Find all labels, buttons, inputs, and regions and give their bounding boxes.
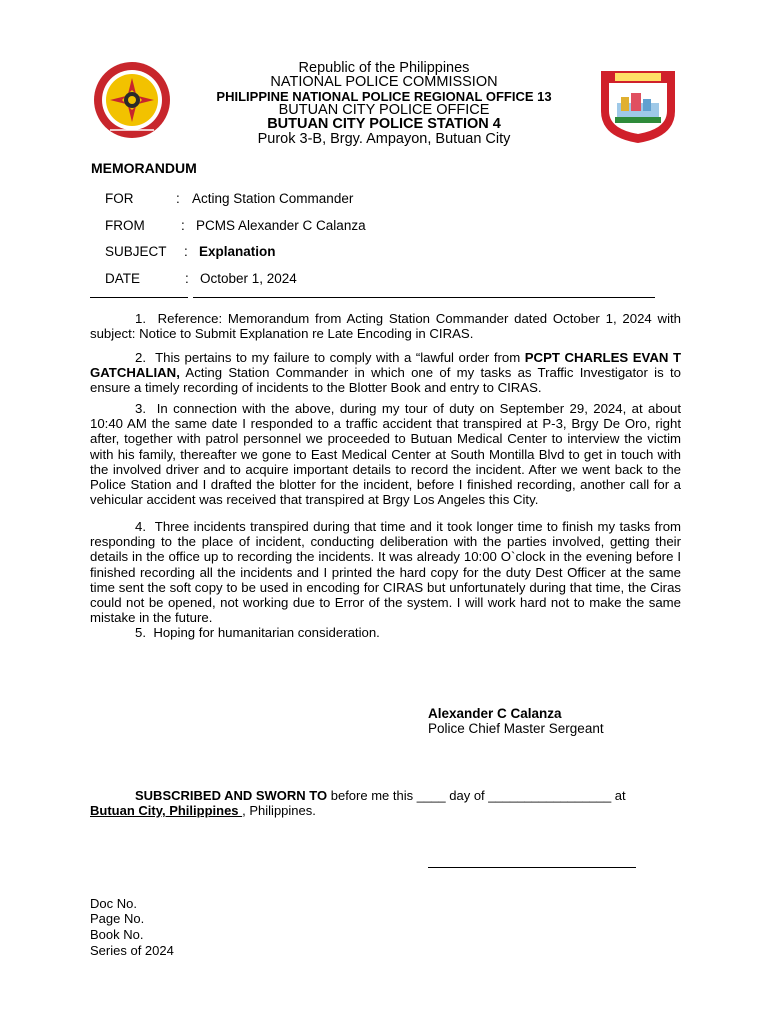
sworn-place: Butuan City, Philippines <box>90 803 243 818</box>
memo-subject-label: SUBJECT <box>105 244 167 259</box>
paragraph-3-number: 3. <box>135 401 146 416</box>
paragraph-2-number: 2. <box>135 350 146 365</box>
paragraph-2 <box>90 350 681 396</box>
sworn-statement <box>90 788 690 818</box>
administering-officer-signature-line <box>428 867 636 868</box>
memo-date-label: DATE <box>105 271 141 286</box>
book-number: Book No. <box>90 927 144 942</box>
header-divider-left <box>90 297 188 298</box>
memo-for-label: FOR <box>105 191 134 206</box>
paragraph-3-text: In connection with the above, during my tour of duty on September 29, 2024, at about 10:40 AM the same date I responded to a traffic accident that transpired at P-3, Brgy De Oro, right after, together with patrol personnel we proceeded to Butuan Medical Center to interview the victim with his family, thereafter we gone to East Medical Center at South Montilla Blvd to get in touch with the involved driver and to acquire important details to record the incident. After we went back to the Police Station and I drafted the blotter for the incident, before I finished recording, another call for a vehicular accident was received that transpired at Brgy Los Angeles this City. <box>90 401 681 508</box>
sworn-bold-text: SUBSCRIBED AND SWORN TO <box>135 788 328 803</box>
page-number: Page No. <box>90 911 145 926</box>
series-year: Series of 2024 <box>90 943 174 958</box>
header-republic: Republic of the Philippines <box>298 60 470 76</box>
memo-from-value: PCMS Alexander C Calanza <box>196 218 366 233</box>
memo-for-value: Acting Station Commander <box>192 191 354 206</box>
header-divider-right <box>193 297 655 298</box>
memo-from-label: FROM <box>105 218 145 233</box>
memo-date-value: October 1, 2024 <box>200 271 297 286</box>
header-police-station: BUTUAN CITY POLICE STATION 4 <box>267 116 501 132</box>
header-napolcom: NATIONAL POLICE COMMISSION <box>270 74 498 90</box>
sworn-text-1: before me this ____ day of _________________ at <box>327 788 626 803</box>
colon: : <box>185 271 189 286</box>
sworn-text-2: , Philippines. <box>242 803 316 818</box>
colon: : <box>181 218 185 233</box>
paragraph-4-number: 4. <box>135 519 146 534</box>
paragraph-3 <box>90 401 681 507</box>
paragraph-2-officer-name: PCPT CHARLES EVAN T GATCHALIAN, <box>90 350 682 381</box>
paragraph-4 <box>90 519 681 625</box>
doc-number: Doc No. <box>90 896 137 911</box>
paragraph-1-number: 1. <box>135 311 146 326</box>
paragraph-2-text-c: Acting Station Commander in which one of my tasks as Traffic Investigator is to ensure a timely recording of incidents to the Blotter Book and entry to CIRAS. <box>90 365 681 396</box>
paragraph-1 <box>90 311 681 341</box>
memo-subject-value: Explanation <box>199 244 276 259</box>
signatory-rank: Police Chief Master Sergeant <box>428 721 604 736</box>
paragraph-4-text: Three incidents transpired during that time and it took longer time to finish my tasks from responding to the place of incident, conducting deliberation with the parties involved, getting their details in the office up to recording the incidents. It was already 10:00 O`clock in the evening before I finished recording all the incidents and I printed the hard copy for the duty Dest Officer at the same time sent the soft copy to be used in encoding for CIRAS but unfortunately during that time, the Ciras could not be opened, not working due to Error of the system. I will work hard not to make the same mistake in the future. <box>90 519 682 626</box>
paragraph-2-text-a: This pertains to my failure to comply with a “lawful order from <box>155 350 525 365</box>
paragraph-1-text: Reference: Memorandum from Acting Station Commander dated October 1, 2024 with subject: Notice to Submit Explanation re Late Encoding in CIRAS. <box>90 311 681 342</box>
colon: : <box>176 191 180 206</box>
header-address: Purok 3-B, Brgy. Ampayon, Butuan City <box>257 131 511 147</box>
signatory-name: Alexander C Calanza <box>428 706 562 721</box>
paragraph-5 <box>90 625 681 640</box>
memo-title: MEMORANDUM <box>91 160 197 176</box>
header-pnp-regional-office: PHILIPPINE NATIONAL POLICE REGIONAL OFFICE 13 <box>216 89 552 104</box>
paragraph-5-number: 5. <box>135 625 146 640</box>
header-butuan-city-police-office: BUTUAN CITY POLICE OFFICE <box>278 102 490 118</box>
paragraph-5-text: Hoping for humanitarian consideration. <box>153 625 380 640</box>
colon: : <box>184 244 188 259</box>
